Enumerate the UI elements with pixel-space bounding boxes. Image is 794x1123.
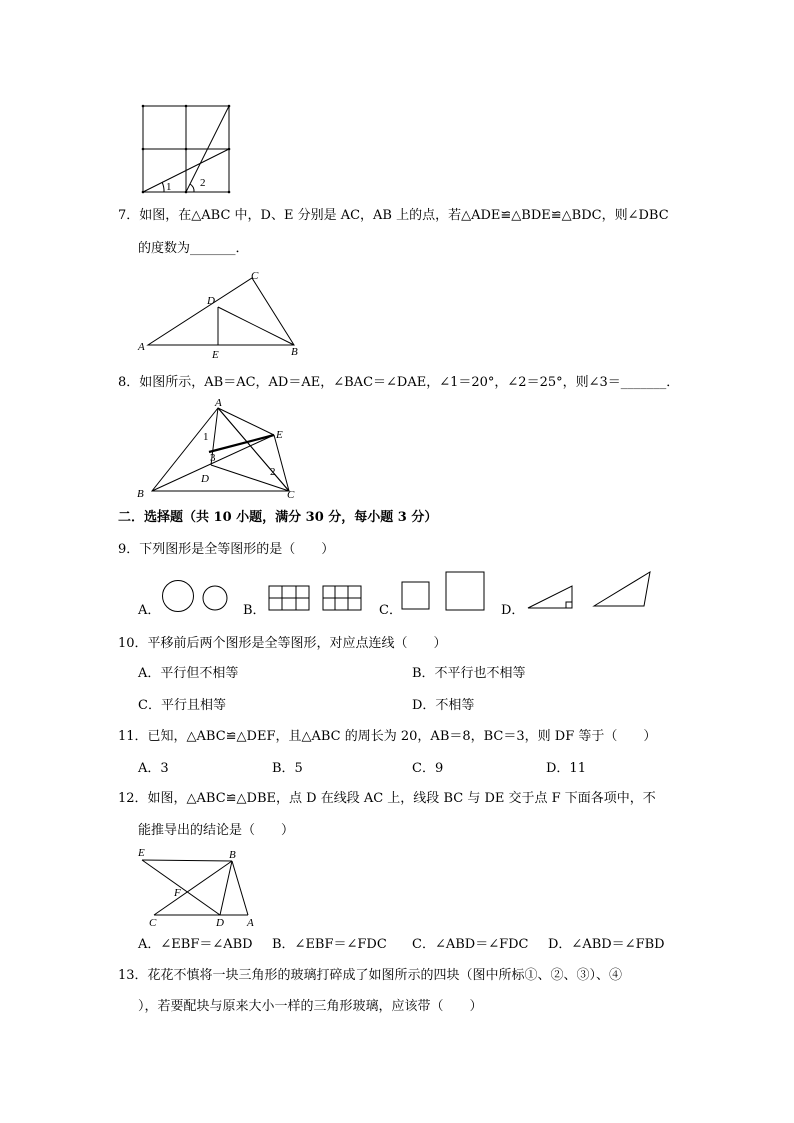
q9-figure-c <box>398 570 490 614</box>
section-2-title: 二．选择题（共 10 小题，满分 30 分，每小题 3 分） <box>118 510 438 525</box>
q11-stem: 11．已知，△ABC≌△DEF，且△ABC 的周长为 20，AB＝8，BC＝3，则 DF 等于（ ） <box>118 729 657 744</box>
q10-option-d: D．不相等 <box>412 698 475 713</box>
q12-option-c: C．∠ABD＝∠FDC <box>412 937 529 952</box>
grid-label-2: 2 <box>200 177 206 189</box>
q8-label-a: A <box>215 397 222 409</box>
q8-figure <box>134 396 304 500</box>
q7-label-c: C <box>251 270 259 282</box>
q11-option-c: C．9 <box>412 761 444 776</box>
q9-option-a: A． <box>138 603 161 618</box>
q12-label-a: A <box>247 917 254 929</box>
q8-line1: 8．如图所示，AB＝AC，AD＝AE，∠BAC＝∠DAE，∠1＝20°，∠2＝25°，则∠3＝_______． <box>118 375 680 390</box>
q8-label-3: 3 <box>210 452 216 464</box>
grid-label-1: 1 <box>166 181 172 193</box>
q12-label-d: D <box>216 917 224 929</box>
q13-line1: 13．花花不慎将一块三角形的玻璃打碎成了如图所示的四块（图中所标①、②、③）、④ <box>118 968 623 983</box>
q8-label-d: D <box>201 473 209 485</box>
q7-line2: 的度数为_______． <box>138 241 249 256</box>
q7-line1: 7．如图，在△ABC 中，D、E 分别是 AC，AB 上的点，若△ADE≌△BDE≌△BDC，则∠DBC <box>118 208 669 223</box>
q8-label-e: E <box>276 429 283 441</box>
q9-option-c: C． <box>379 603 402 618</box>
grid-figure <box>136 100 236 196</box>
q12-option-a: A．∠EBF＝∠ABD <box>138 937 253 952</box>
q12-line2: 能推导出的结论是（ ） <box>138 823 295 838</box>
q8-label-2: 2 <box>270 466 276 478</box>
q7-label-b: B <box>291 346 298 358</box>
q9-figure-b <box>264 584 364 614</box>
q10-stem: 10．平移前后两个图形是全等图形，对应点连线（ ） <box>118 636 447 651</box>
q7-label-d: D <box>207 295 215 307</box>
q7-label-e: E <box>212 349 219 360</box>
q10-option-c: C．平行且相等 <box>138 698 226 713</box>
q9-stem: 9．下列图形是全等图形的是（ ） <box>118 542 335 557</box>
q9-option-d: D． <box>501 603 525 618</box>
q12-line1: 12．如图，△ABC≌△DBE，点 D 在线段 AC 上，线段 BC 与 DE 交于点 F 下面各项中，不 <box>118 791 656 806</box>
q12-option-b: B．∠EBF＝∠FDC <box>272 937 387 952</box>
q11-option-a: A．3 <box>138 761 169 776</box>
q12-label-f: F <box>174 887 181 899</box>
q8-label-b: B <box>137 488 144 500</box>
q7-label-a: A <box>138 341 145 353</box>
q7-figure <box>134 266 304 360</box>
q11-option-b: B．5 <box>272 761 303 776</box>
q12-label-e: E <box>138 847 145 859</box>
q12-option-d: D．∠ABD＝∠FBD <box>548 937 665 952</box>
q9-figure-d <box>524 570 654 612</box>
q10-option-b: B．不平行也不相等 <box>412 666 526 681</box>
q10-option-a: A．平行但不相等 <box>138 666 239 681</box>
q8-label-c: C <box>287 489 295 500</box>
q13-line2: ），若要配块与原来大小一样的三角形玻璃，应该带（ ） <box>138 999 483 1014</box>
q12-label-b: B <box>229 849 236 861</box>
q11-option-d: D．11 <box>546 761 586 776</box>
q12-figure <box>136 844 266 930</box>
q8-label-1: 1 <box>203 431 209 443</box>
q9-figure-a <box>160 578 232 614</box>
q9-option-b: B． <box>243 603 266 618</box>
q12-label-c: C <box>149 917 157 929</box>
